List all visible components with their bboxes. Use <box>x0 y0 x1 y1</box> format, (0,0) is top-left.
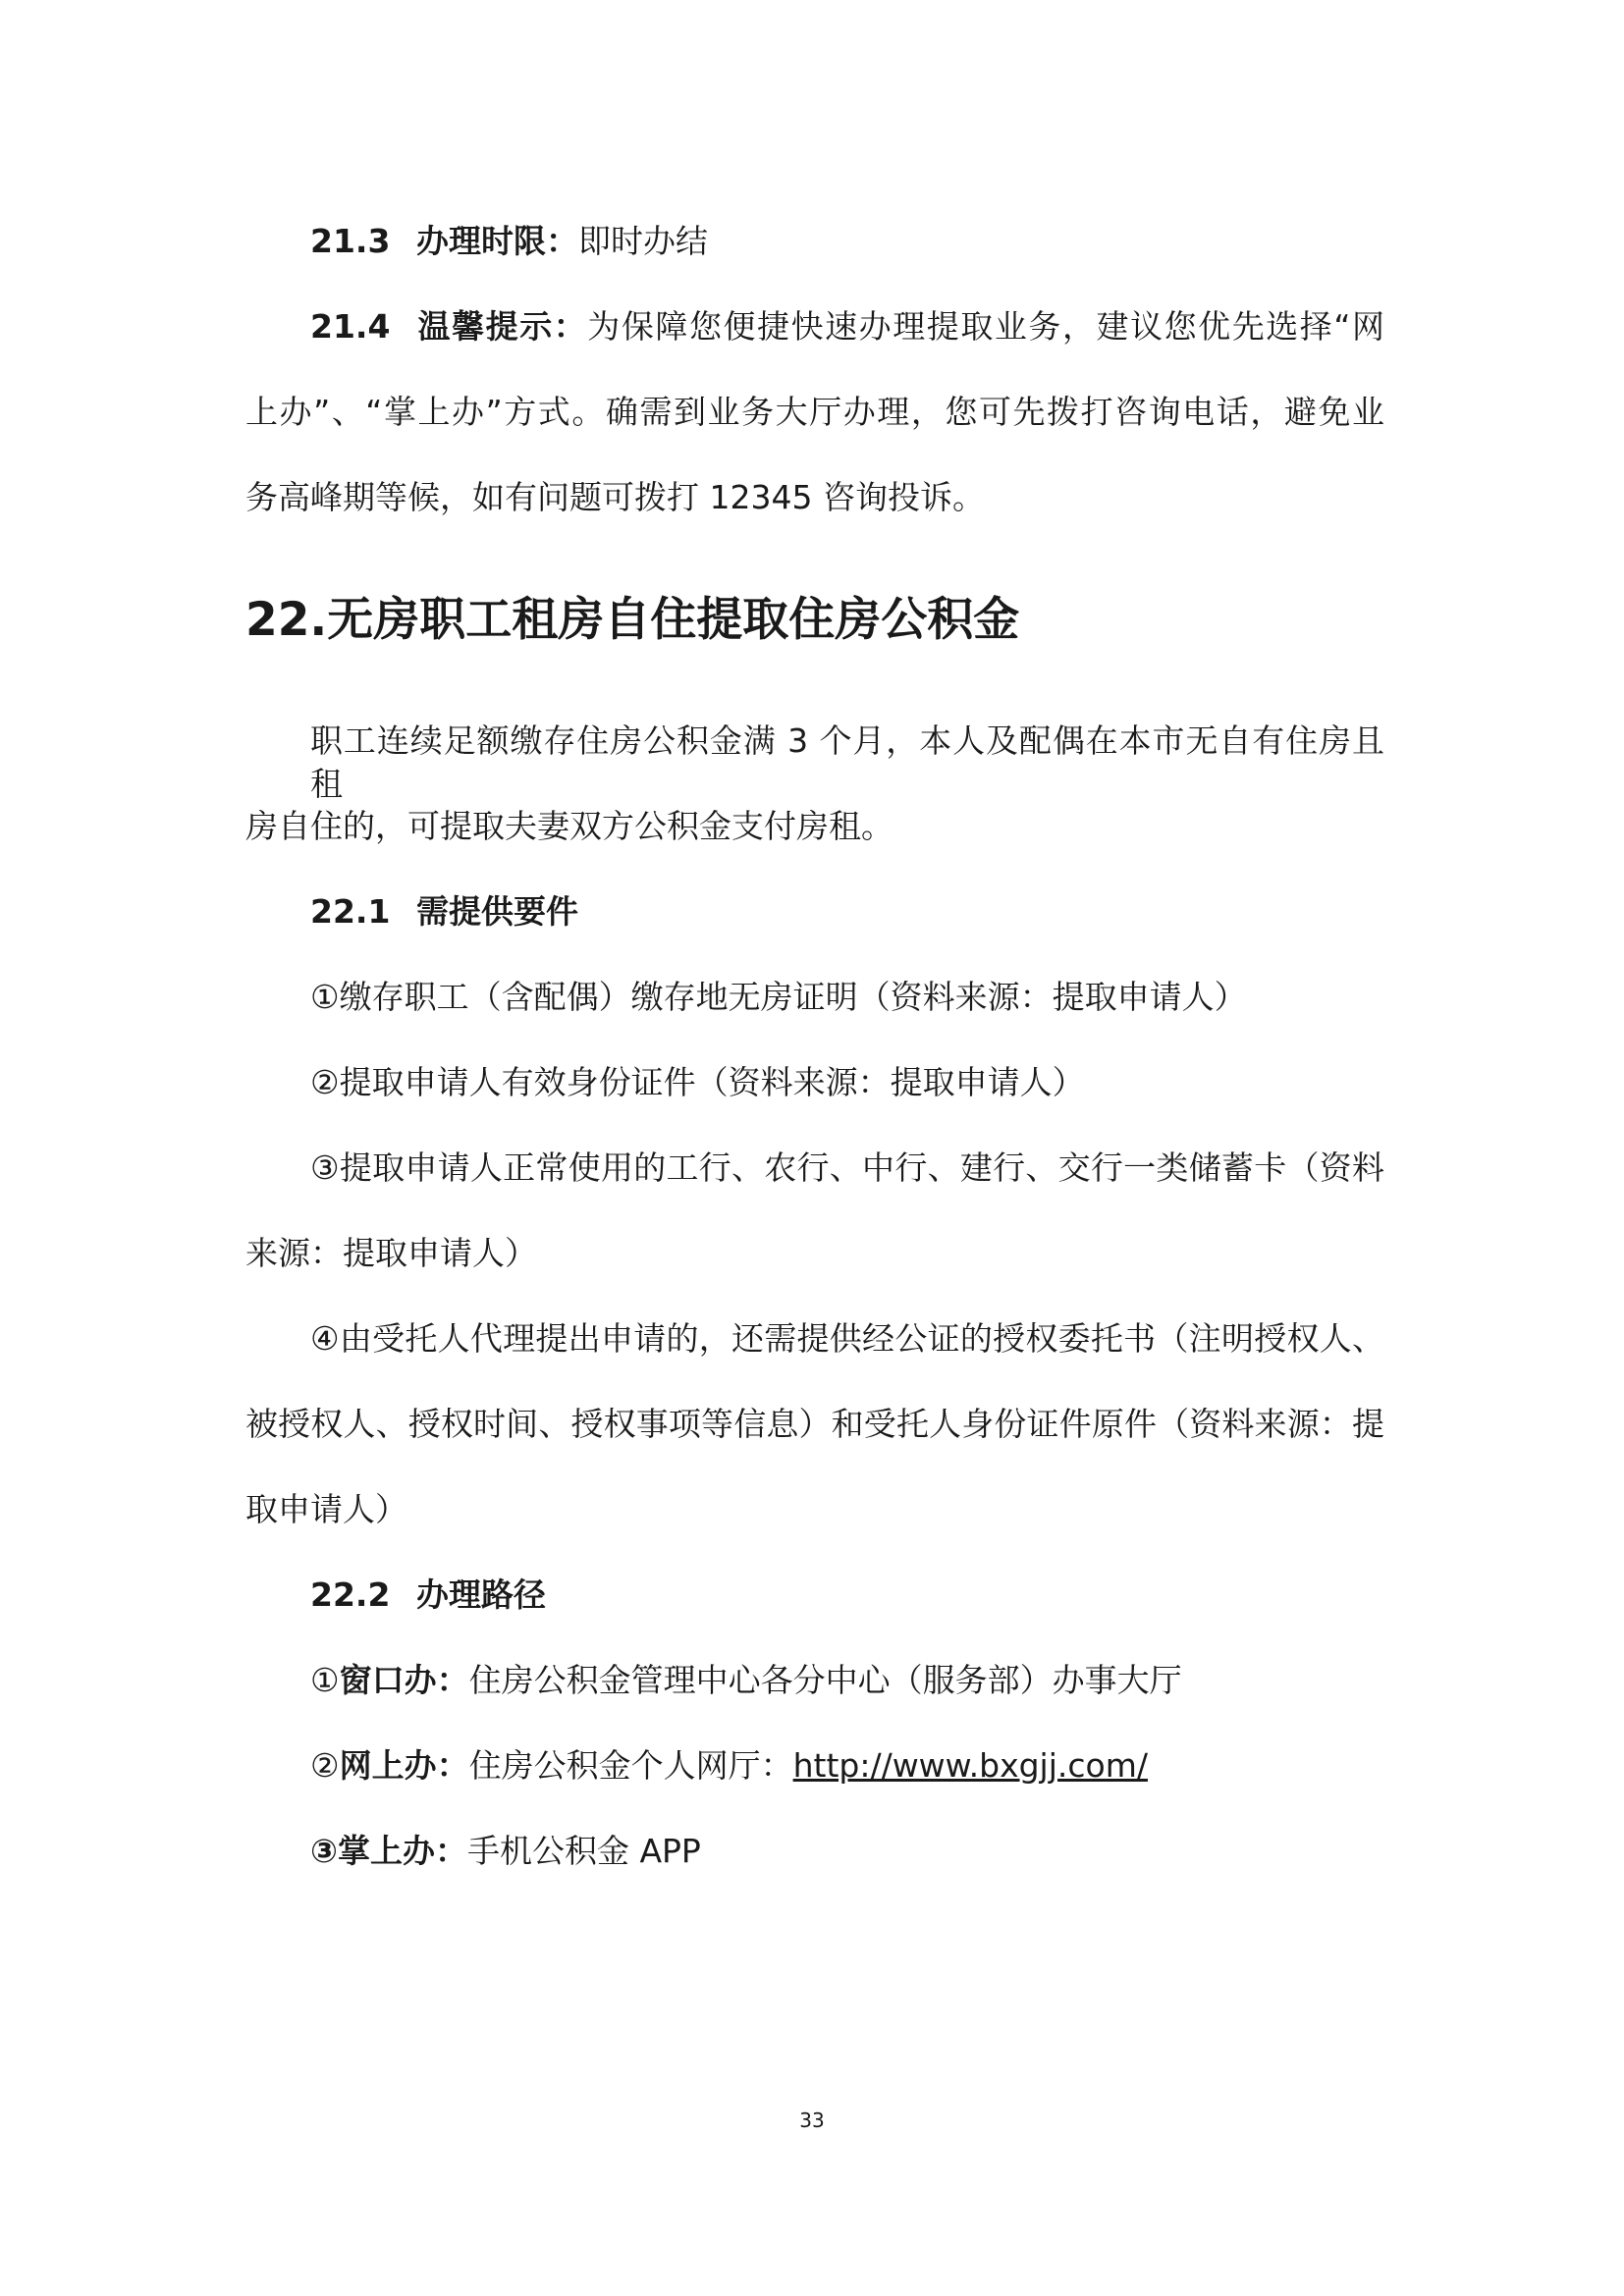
route-item-mobile <box>310 1830 701 1873</box>
requirement-item-2: ②提取申请人有效身份证件（资料来源：提取申请人） <box>310 1063 1085 1101</box>
section-number: 22.2 <box>310 1575 391 1614</box>
route-item-window <box>310 1659 1182 1702</box>
route-text: 住房公积金个人网厅： <box>468 1746 793 1785</box>
route-label: 掌上办： <box>337 1832 467 1870</box>
section-number: 21.3 <box>310 222 391 260</box>
section-21-4-line3: 务高峰期等候，如有问题可拨打 12345 咨询投诉。 <box>245 478 985 516</box>
route-label: 网上办： <box>339 1746 469 1785</box>
requirement-item-3-line2: 来源：提取申请人） <box>245 1234 537 1272</box>
section-label: 办理时限： <box>416 222 578 260</box>
section-21-3 <box>310 220 708 263</box>
requirement-item-4-line2: 被授权人、授权时间、授权事项等信息）和受托人身份证件原件（资料来源：提 <box>245 1405 1384 1443</box>
page-number: 33 <box>799 2109 825 2132</box>
requirement-item-1: ①缴存职工（含配偶）缴存地无房证明（资料来源：提取申请人） <box>310 978 1247 1016</box>
route-text: 住房公积金管理中心各分中心（服务部）办事大厅 <box>468 1661 1182 1699</box>
route-text: 手机公积金 APP <box>466 1832 701 1870</box>
section-22-2-heading <box>310 1574 546 1617</box>
requirement-item-4-line1: ④由受托人代理提出申请的，还需提供经公证的授权委托书（注明授权人、 <box>310 1319 1384 1358</box>
route-marker: ① <box>310 1661 340 1699</box>
section-22-intro-line2: 房自住的，可提取夫妻双方公积金支付房租。 <box>245 807 893 845</box>
route-item-online <box>310 1744 1148 1788</box>
online-hall-link[interactable]: http://www.bxgjj.com/ <box>792 1746 1148 1785</box>
route-marker: ③ <box>310 1832 338 1870</box>
section-number: 22.1 <box>310 892 391 931</box>
section-22-heading: 22.无房职工租房自住提取住房公积金 <box>245 593 1020 647</box>
requirement-item-4-line3: 取申请人） <box>245 1490 407 1528</box>
section-number: 21.4 <box>310 307 391 346</box>
requirement-item-3-line1: ③提取申请人正常使用的工行、农行、中行、建行、交行一类储蓄卡（资料 <box>310 1148 1384 1187</box>
section-21-4-line2: 上办”、“掌上办”方式。确需到业务大厅办理，您可先拨打咨询电话，避免业 <box>245 393 1384 431</box>
route-marker: ② <box>310 1746 340 1785</box>
section-label: 温馨提示： <box>416 307 588 346</box>
route-label: 窗口办： <box>339 1661 469 1699</box>
section-text: 为保障您便捷快速办理提取业务，建议您优先选择“网 <box>587 307 1384 346</box>
section-text: 即时办结 <box>578 222 708 260</box>
section-title: 办理路径 <box>416 1575 546 1614</box>
section-22-intro-line1: 职工连续足额缴存住房公积金满 3 个月，本人及配偶在本市无自有住房且租 <box>310 721 1384 803</box>
section-21-4-line1 <box>310 305 1384 348</box>
section-22-1-heading <box>310 890 578 934</box>
section-title: 需提供要件 <box>416 892 578 931</box>
